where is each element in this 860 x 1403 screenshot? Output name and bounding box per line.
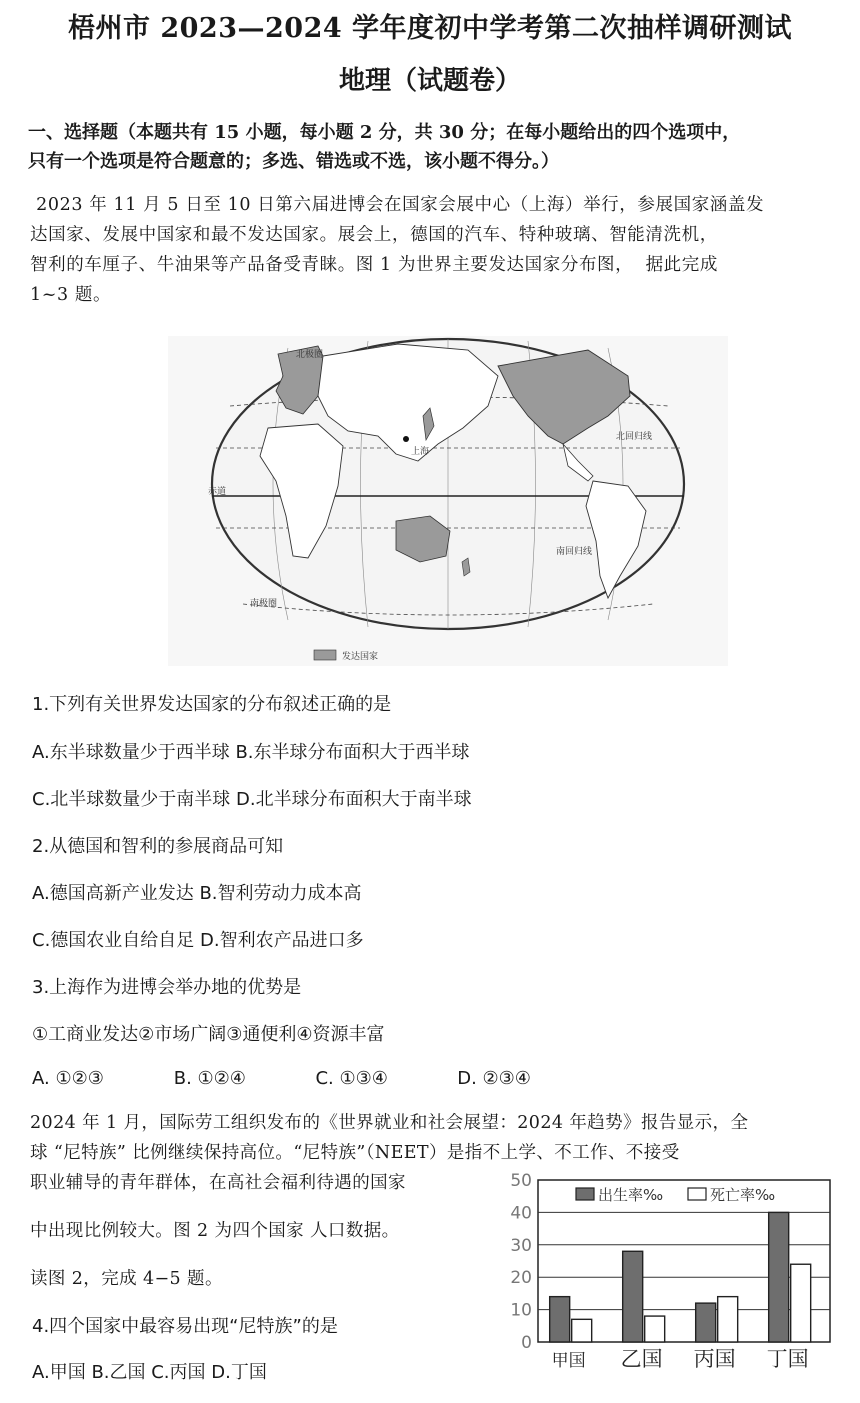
intro-line: 1~3 题。 (30, 285, 112, 305)
intro-paragraph (30, 190, 840, 310)
section-heading (28, 118, 840, 176)
question-3-stem: 3.上海作为进博会举办地的优势是 (32, 977, 302, 998)
x-category-label: 丁国 (766, 1347, 809, 1371)
legend-swatch (576, 1188, 594, 1200)
x-category-label: 乙国 (620, 1347, 663, 1371)
choice-d: D. ②③④ (457, 1068, 531, 1089)
shanghai-marker (403, 436, 409, 442)
population-chart (500, 1170, 860, 1390)
question-3-statements: ①工商业发达②市场广阔③通便利④资源丰富 (32, 1024, 385, 1045)
legend-label: 发达国家 (342, 652, 379, 662)
choice-c: C. ①③④ (315, 1068, 388, 1089)
question-4-stem: 4.四个国家中最容易出现“尼特族”的是 (32, 1316, 338, 1337)
x-category-label: 丙国 (693, 1347, 736, 1371)
label-equator: 赤道 (208, 487, 227, 497)
question-1-stem: 1.下列有关世界发达国家的分布叙述正确的是 (32, 694, 392, 715)
label-antarctic: 南极圈 (250, 599, 278, 609)
label-shanghai: 上海 (411, 447, 430, 457)
y-tick-label: 50 (510, 1171, 532, 1191)
para-line: 读图 2，完成 4−5 题。 (30, 1269, 223, 1289)
label-arctic: 北极圈 (296, 350, 324, 360)
question-1-options: C.北半球数量少于南半球 D.北半球分布面积大于南半球 (32, 789, 472, 810)
question-2-stem: 2.从德国和智利的参展商品可知 (32, 836, 284, 857)
para-line: 球 “尼特族” 比例继续保持高位。“尼特族”（NEET）是指不上学、不工作、不接受 (30, 1143, 680, 1163)
choice-b: B. ①②④ (173, 1068, 246, 1089)
bar-birth (696, 1303, 716, 1342)
legend-swatch (688, 1188, 706, 1200)
y-tick-label: 10 (510, 1300, 532, 1321)
x-category-label: 甲国 (551, 1351, 586, 1371)
para-line: 职业辅导的青年群体，在高社会福利待遇的国家 (30, 1173, 406, 1193)
bar-birth (623, 1251, 643, 1342)
question-2-options: A.德国高新产业发达 B.智利劳动力成本高 (32, 883, 362, 904)
para-line: 中出现比例较大。图 2 为四个国家 人口数据。 (30, 1221, 400, 1241)
section-heading-line: 只有一个选项是符合题意的；多选、错选或不选，该小题不得分。） (28, 151, 559, 172)
y-tick-label: 0 (521, 1333, 532, 1353)
legend-swatch (314, 650, 336, 660)
bar-death (572, 1319, 592, 1342)
legend-label: 死亡率‰ (710, 1186, 776, 1204)
label-tropic-cancer: 北回归线 (616, 432, 653, 442)
section-heading-line: 一、选择题（本题共有 15 小题，每小题 2 分，共 30 分；在每小题给出的四个选项中， (28, 122, 741, 143)
question-2-options: C.德国农业自给自足 D.智利农产品进口多 (32, 930, 364, 951)
y-tick-label: 30 (510, 1235, 532, 1256)
question-1-options: A.东半球数量少于西半球 B.东半球分布面积大于西半球 (32, 742, 470, 763)
y-tick-label: 40 (510, 1203, 532, 1224)
question-4-options: A.甲国 B.乙国 C.丙国 D.丁国 (32, 1362, 267, 1383)
choice-a: A. ①②③ (32, 1068, 104, 1089)
para-line: 2024 年 1 月，国际劳工组织发布的《世界就业和社会展望：2024 年趋势》报告显示，全 (30, 1113, 749, 1133)
question-3-choices (32, 1068, 531, 1089)
intro-line: 智利的车厘子、牛油果等产品备受青睐。图 1 为世界主要发达国家分布图， 据此完成 (30, 255, 718, 275)
bar-birth (769, 1212, 789, 1342)
intro-line: 达国家、发展中国家和最不发达国家。展会上，德国的汽车、特种玻璃、智能清洗机， (30, 225, 718, 245)
world-map (168, 336, 728, 666)
exam-title: 梧州市 2023—2024 学年度初中学考第二次抽样调研测试 (67, 13, 793, 44)
population-chart-svg (500, 1170, 860, 1390)
world-map-figure (168, 336, 728, 666)
bar-death (718, 1297, 738, 1342)
bar-death (791, 1264, 811, 1342)
exam-subtitle: 地理（试题卷） (338, 66, 521, 96)
bar-birth (550, 1297, 570, 1342)
label-tropic-capricorn: 南回归线 (556, 547, 593, 557)
y-tick-label: 20 (510, 1268, 532, 1289)
bar-death (645, 1316, 665, 1342)
legend-label: 出生率‰ (598, 1186, 664, 1204)
intro-line: 2023 年 11 月 5 日至 10 日第六届进博会在国家会展中心（上海）举行，参展国家涵盖发 (30, 195, 765, 215)
